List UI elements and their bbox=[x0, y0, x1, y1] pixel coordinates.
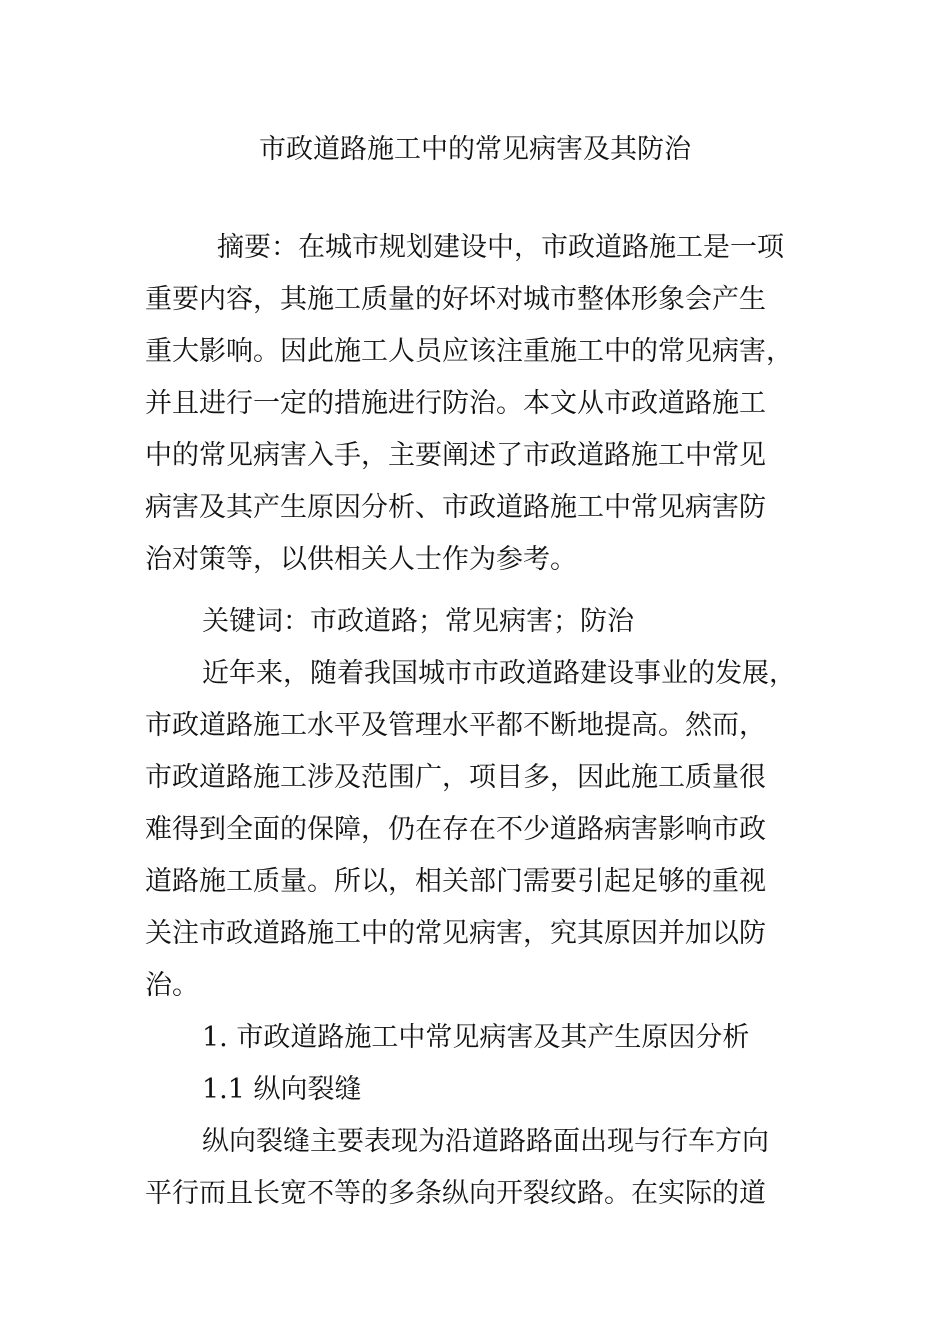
intro-line: 市政道路施工水平及管理水平都不断地提高。然而， bbox=[145, 710, 766, 741]
section-line: 纵向裂缝主要表现为沿道路路面出现与行车方向 bbox=[202, 1126, 769, 1157]
keywords-line: 关键词：市政道路；常见病害；防治 bbox=[202, 606, 634, 637]
abstract-line: 中的常见病害入手，主要阐述了市政道路施工中常见 bbox=[145, 440, 766, 471]
document-title: 市政道路施工中的常见病害及其防治 bbox=[259, 134, 691, 165]
intro-line: 道路施工质量。所以，相关部门需要引起足够的重视 bbox=[145, 866, 766, 897]
abstract-line: 重要内容，其施工质量的好坏对城市整体形象会产生 bbox=[145, 284, 766, 315]
abstract-line: 病害及其产生原因分析、市政道路施工中常见病害防 bbox=[145, 492, 766, 523]
abstract-line: 治对策等，以供相关人士作为参考。 bbox=[145, 544, 577, 575]
subsection-heading: 1.1 纵向裂缝 bbox=[202, 1074, 362, 1105]
intro-line: 治。 bbox=[145, 970, 199, 1001]
section-heading: 1. 市政道路施工中常见病害及其产生原因分析 bbox=[202, 1022, 750, 1053]
abstract-paragraph bbox=[145, 222, 807, 586]
abstract-line: 并且进行一定的措施进行防治。本文从市政道路施工 bbox=[145, 388, 766, 419]
abstract-line: 摘要：在城市规划建设中，市政道路施工是一项 bbox=[217, 232, 784, 263]
intro-line: 近年来，随着我国城市市政道路建设事业的发展， bbox=[202, 658, 796, 689]
intro-line: 市政道路施工涉及范围广，项目多，因此施工质量很 bbox=[145, 762, 766, 793]
body-text bbox=[145, 596, 807, 1220]
section-line: 平行而且长宽不等的多条纵向开裂纹路。在实际的道 bbox=[145, 1178, 766, 1209]
intro-line: 关注市政道路施工中的常见病害，究其原因并加以防 bbox=[145, 918, 766, 949]
abstract-line: 重大影响。因此施工人员应该注重施工中的常见病害， bbox=[145, 336, 793, 367]
intro-line: 难得到全面的保障，仍在存在不少道路病害影响市政 bbox=[145, 814, 766, 845]
